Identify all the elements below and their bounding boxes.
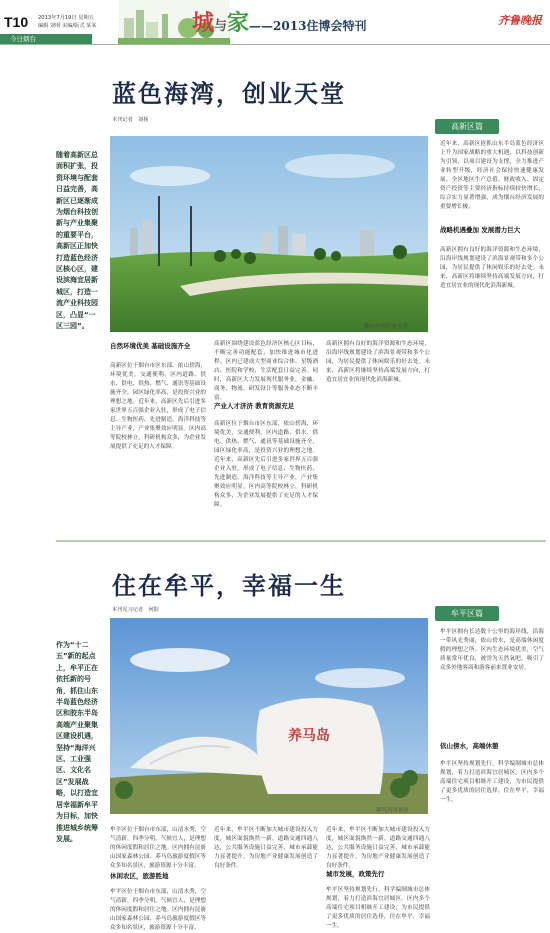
article-divider xyxy=(56,540,546,542)
date-line: 2013年7月19日 星期五 xyxy=(38,15,94,21)
article2-photo-caption: 养马岛风景区 xyxy=(376,808,410,814)
article1-body-right: 高新区拥有良好的海洋资源和生态环境，沿海岸线规划建设了滨海景观带和多个公园，为居民提供了休闲娱乐的好去处。未来，高新区将继续坚持高端发展方向，打造宜居宜业的现代化滨海新城。 xyxy=(326,341,430,383)
svg-text:养马岛: 养马岛 xyxy=(288,728,330,744)
article1-subhead-1: 自然环境优美 基础设施齐全 xyxy=(110,342,191,350)
article1-subhead-3: 战略机遇叠加 发展潜力巨大 xyxy=(440,226,521,234)
article1-side-column-2: 高新区拥有良好的海洋资源和生态环境，沿海岸线规划建设了滨海景观带和多个公园，为居民提供了休闲娱乐的好去处。未来，高新区将继续坚持高端发展方向，打造宜居宜业的现代化滨海新城。 xyxy=(440,247,544,289)
article2-section-tag: 牟平区篇 xyxy=(435,606,499,621)
article1-body-mid-2: 高新区位于烟台市区东部，依山傍海，环境优美，交通便利。区内道路、供水、供电、供热、燃气、通讯等基础设施齐全，园区绿化率高，是投资兴业的理想之地。近年来，高新区先后引进多家世界五百强企业入驻，形成了电子信息、生物医药、先进制造、海洋科技等主导产业，产业集聚效应明显。区内高等院校林立，科研机构众多，为企业发展提供了充足的人才保障。 xyxy=(214,421,318,508)
article1-subhead-2: 产业人才济济 教育资源充足 xyxy=(214,402,295,410)
banner-char-2: 与 xyxy=(214,19,228,34)
article1-section-tag: 高新区篇 xyxy=(435,119,499,134)
editor-line: 编辑 刘明 美编/版式 某某 xyxy=(38,23,97,29)
article1-lead: 随着高新区总面积扩张，投资环境与配套日益完善，高新区已逐渐成为烟台科技创新与产业集聚的重要平台，高新区正加快打造蓝色经济区核心区，建设滨海宜居新城区，打造一流产业科技园区，凸显“一区三园”。 xyxy=(56,151,98,331)
article1-title: 蓝色海湾，创业天堂 xyxy=(112,79,346,108)
article2-photo xyxy=(110,618,428,814)
article1-photo-caption: 烟台中国农业大学 xyxy=(364,324,409,330)
article2-byline: 本刊见习记者 何阳 xyxy=(112,607,159,613)
article1-photo xyxy=(110,136,428,332)
article2-body-right-intro: 近年来，牟平区不断加大城市建设投入力度，城区面貌焕然一新。道路交通四通八达，公共服务设施日益完善，城市承载能力显著提升，为房地产业健康发展创造了良好条件。 xyxy=(326,827,430,869)
article1-byline: 本刊记者 刘杨 xyxy=(112,117,149,123)
article2-lead: 作为“十二五”新的起点上，牟平正在依托新的号角，抓住山东半岛蓝色经济区和胶东半岛高端产业聚集区建设机遇，坚持“海洋兴区、工业强区、文化名区”发展战略，以打造宜居幸福新牟平为目标，加快推进城乡统筹发展。 xyxy=(56,641,98,843)
page-number: T10 xyxy=(4,14,29,30)
article2-side-column-2: 牟平区坚持规划先行，科学编制城市总体规划，着力打造滨海宜居城区。区内多个高端住宅项目相继开工建设，为市民提供了更多优质的居住选择，住在牟平，幸福一生。 xyxy=(440,761,544,803)
article1-body-mid: 高新区围绕建设蓝色经济区核心区目标，不断完善功能配套，加快推进城市化进程。区内已建成大型商业综合体、星级酒店、医院和学校，生活配套日益完善。同时，高新区大力发展现代服务业，金融、商务、物流、研发设计等服务业态不断丰富。 xyxy=(214,341,318,401)
banner-title xyxy=(192,6,366,37)
article2-side-column: 牟平区拥有长达数十公里的海岸线，沿海一带风光秀丽，依山傍水，是高端休闲度假的理想之所。区内生态环境优美，空气质量常年优良，被誉为天然氧吧，吸引了众多外地客商和游客前来置业安居。 xyxy=(440,629,544,671)
article1-body-left: 高新区位于烟台市区东部，依山傍海，环境优美，交通便利。区内道路、供水、供电、供热、燃气、通讯等基础设施齐全，园区绿化率高，是投资兴业的理想之地。近年来，高新区先后引进多家世界五百强企业入驻，形成了电子信息、生物医药、先进制造、海洋科技等主导产业，产业集聚效应明显。区内高等院校林立，科研机构众多，为企业发展提供了充足的人才保障。 xyxy=(110,363,206,450)
article2-body-right: 牟平区坚持规划先行，科学编制城市总体规划，着力打造滨海宜居城区。区内多个高端住宅项目相继开工建设，为市民提供了更多优质的居住选择，住在牟平，幸福一生。 xyxy=(326,887,430,929)
article2-subhead-1: 休闲农区，旅游胜地 xyxy=(110,872,169,880)
section-label: 今日烟台 xyxy=(0,34,92,45)
article2-body-left: 牟平区位于烟台市东部，山清水秀，空气清新，四季分明，气候宜人，是理想的休闲度假和居住之地。区内拥有昆嵛山国家森林公园、养马岛旅游度假区等众多知名景区，旅游资源十分丰富。 xyxy=(110,889,206,931)
article2-subhead-3: 依山傍水，高端休憩 xyxy=(440,742,499,750)
banner-char-1: 城 xyxy=(192,10,215,36)
article2-body-mid: 近年来，牟平区不断加大城市建设投入力度，城区面貌焕然一新。道路交通四通八达，公共服务设施日益完善，城市承载能力显著提升，为房地产业健康发展创造了良好条件。 xyxy=(214,827,318,869)
article2-title: 住在牟平，幸福一生 xyxy=(112,571,346,600)
brand-logo: 齐鲁晚报 xyxy=(498,14,542,27)
banner-subtitle: ——2013住博会特刊 xyxy=(249,19,367,33)
article2-body-left-intro: 牟平区位于烟台市东部，山清水秀，空气清新，四季分明，气候宜人，是理想的休闲度假和居住之地。区内拥有昆嵛山国家森林公园、养马岛旅游度假区等众多知名景区，旅游资源十分丰富。 xyxy=(110,827,206,869)
masthead-rule xyxy=(0,44,550,45)
banner-char-3: 家 xyxy=(227,10,250,36)
article2-subhead-2: 城市发展，政策先行 xyxy=(326,870,385,878)
masthead xyxy=(0,0,550,44)
article1-side-column: 近年来，高新区抢抓山东半岛蓝色经济区上升为国家战略的重大机遇，以科技创新为引领，以项目建设为支撑，全力推进产业转型升级，经济社会保持快速健康发展。全区地区生产总值、财政收入、固定资产投资等主要经济指标持续较快增长，综合实力显著增强，成为烟台经济发展的重要增长极。 xyxy=(440,141,544,210)
